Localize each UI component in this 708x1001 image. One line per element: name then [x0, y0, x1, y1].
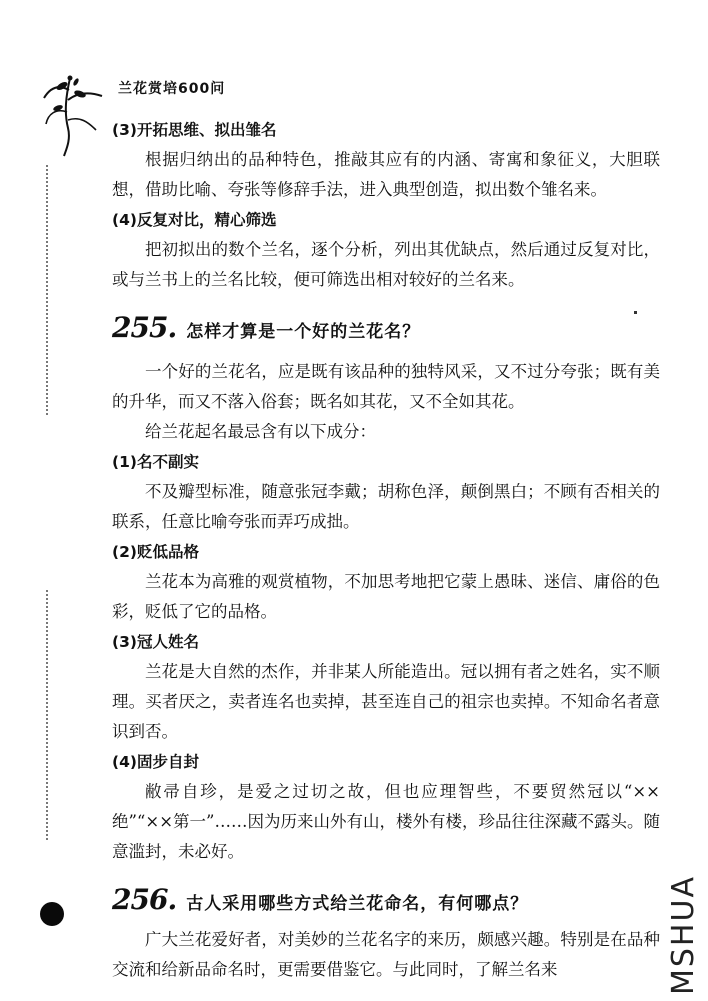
- orchid-logo-icon: [40, 68, 110, 158]
- subheading: (2)贬低品格: [112, 543, 199, 561]
- paragraph: 一个好的兰花名，应是既有该品种的独特风采，又不过分夸张；既有美的升华，而又不落入俗套；既名如其花，又不全如其花。: [112, 362, 660, 411]
- question-heading-256: [112, 879, 660, 921]
- paragraph: 不及瓣型标准，随意张冠李戴；胡称色泽，颠倒黑白；不顾有否相关的联系，任意比喻夸张而弄巧成拙。: [112, 482, 660, 531]
- watermark: [660, 875, 708, 995]
- question-number: 256.: [112, 883, 177, 916]
- binding-dots: [46, 165, 50, 415]
- paragraph: 给兰花起名最忌含有以下成分：: [145, 422, 376, 441]
- question-title: 怎样才算是一个好的兰花名？: [186, 322, 421, 342]
- paragraph: 敝帚自珍，是爱之过切之故，但也应理智些，不要贸然冠以“××绝”“××第一”……因为历来山外有山，楼外有楼，珍品往往深藏不露头。随意滥封，未必好。: [112, 782, 660, 861]
- question-number: 255.: [112, 311, 177, 344]
- paragraph: 广大兰花爱好者，对美妙的兰花名字的来历，颇感兴趣。特别是在品种交流和给新品命名时，更需要借鉴它。与此同时，了解兰名来: [112, 930, 660, 979]
- subheading: (4)反复对比，精心筛选: [112, 211, 277, 229]
- running-header-title: 兰花赏培600问: [118, 81, 226, 97]
- binding-dots: [46, 590, 50, 840]
- watermark-text: MSHUA: [666, 875, 701, 995]
- page-body: [112, 115, 660, 985]
- paragraph: 根据归纳出的品种特色，推敲其应有的内涵、寄寓和象征义，大胆联想，借助比喻、夸张等修辞手法，进入典型创造，拟出数个雏名来。: [112, 150, 660, 199]
- subheading: (4)固步自封: [112, 753, 199, 771]
- subheading: (3)冠人姓名: [112, 633, 199, 651]
- question-heading-255: [112, 307, 660, 349]
- paragraph: 把初拟出的数个兰名，逐个分析，列出其优缺点，然后通过反复对比，或与兰书上的兰名比较，便可筛选出相对较好的兰名来。: [112, 240, 660, 289]
- subheading: (1)名不副实: [112, 453, 199, 471]
- paragraph: 兰花是大自然的杰作，并非某人所能造出。冠以拥有者之姓名，实不顺理。买者厌之，卖者连名也卖掉，甚至连自己的祖宗也卖掉。不知命名者意识到否。: [112, 662, 660, 741]
- subheading: (3)开拓思维、拟出雏名: [112, 121, 277, 139]
- question-title: 古人采用哪些方式给兰花命名，有何哪点？: [186, 894, 529, 914]
- paragraph: 兰花本为高雅的观赏植物，不加思考地把它蒙上愚昧、迷信、庸俗的色彩，贬低了它的品格。: [112, 572, 660, 621]
- punch-hole-mark: [40, 902, 64, 926]
